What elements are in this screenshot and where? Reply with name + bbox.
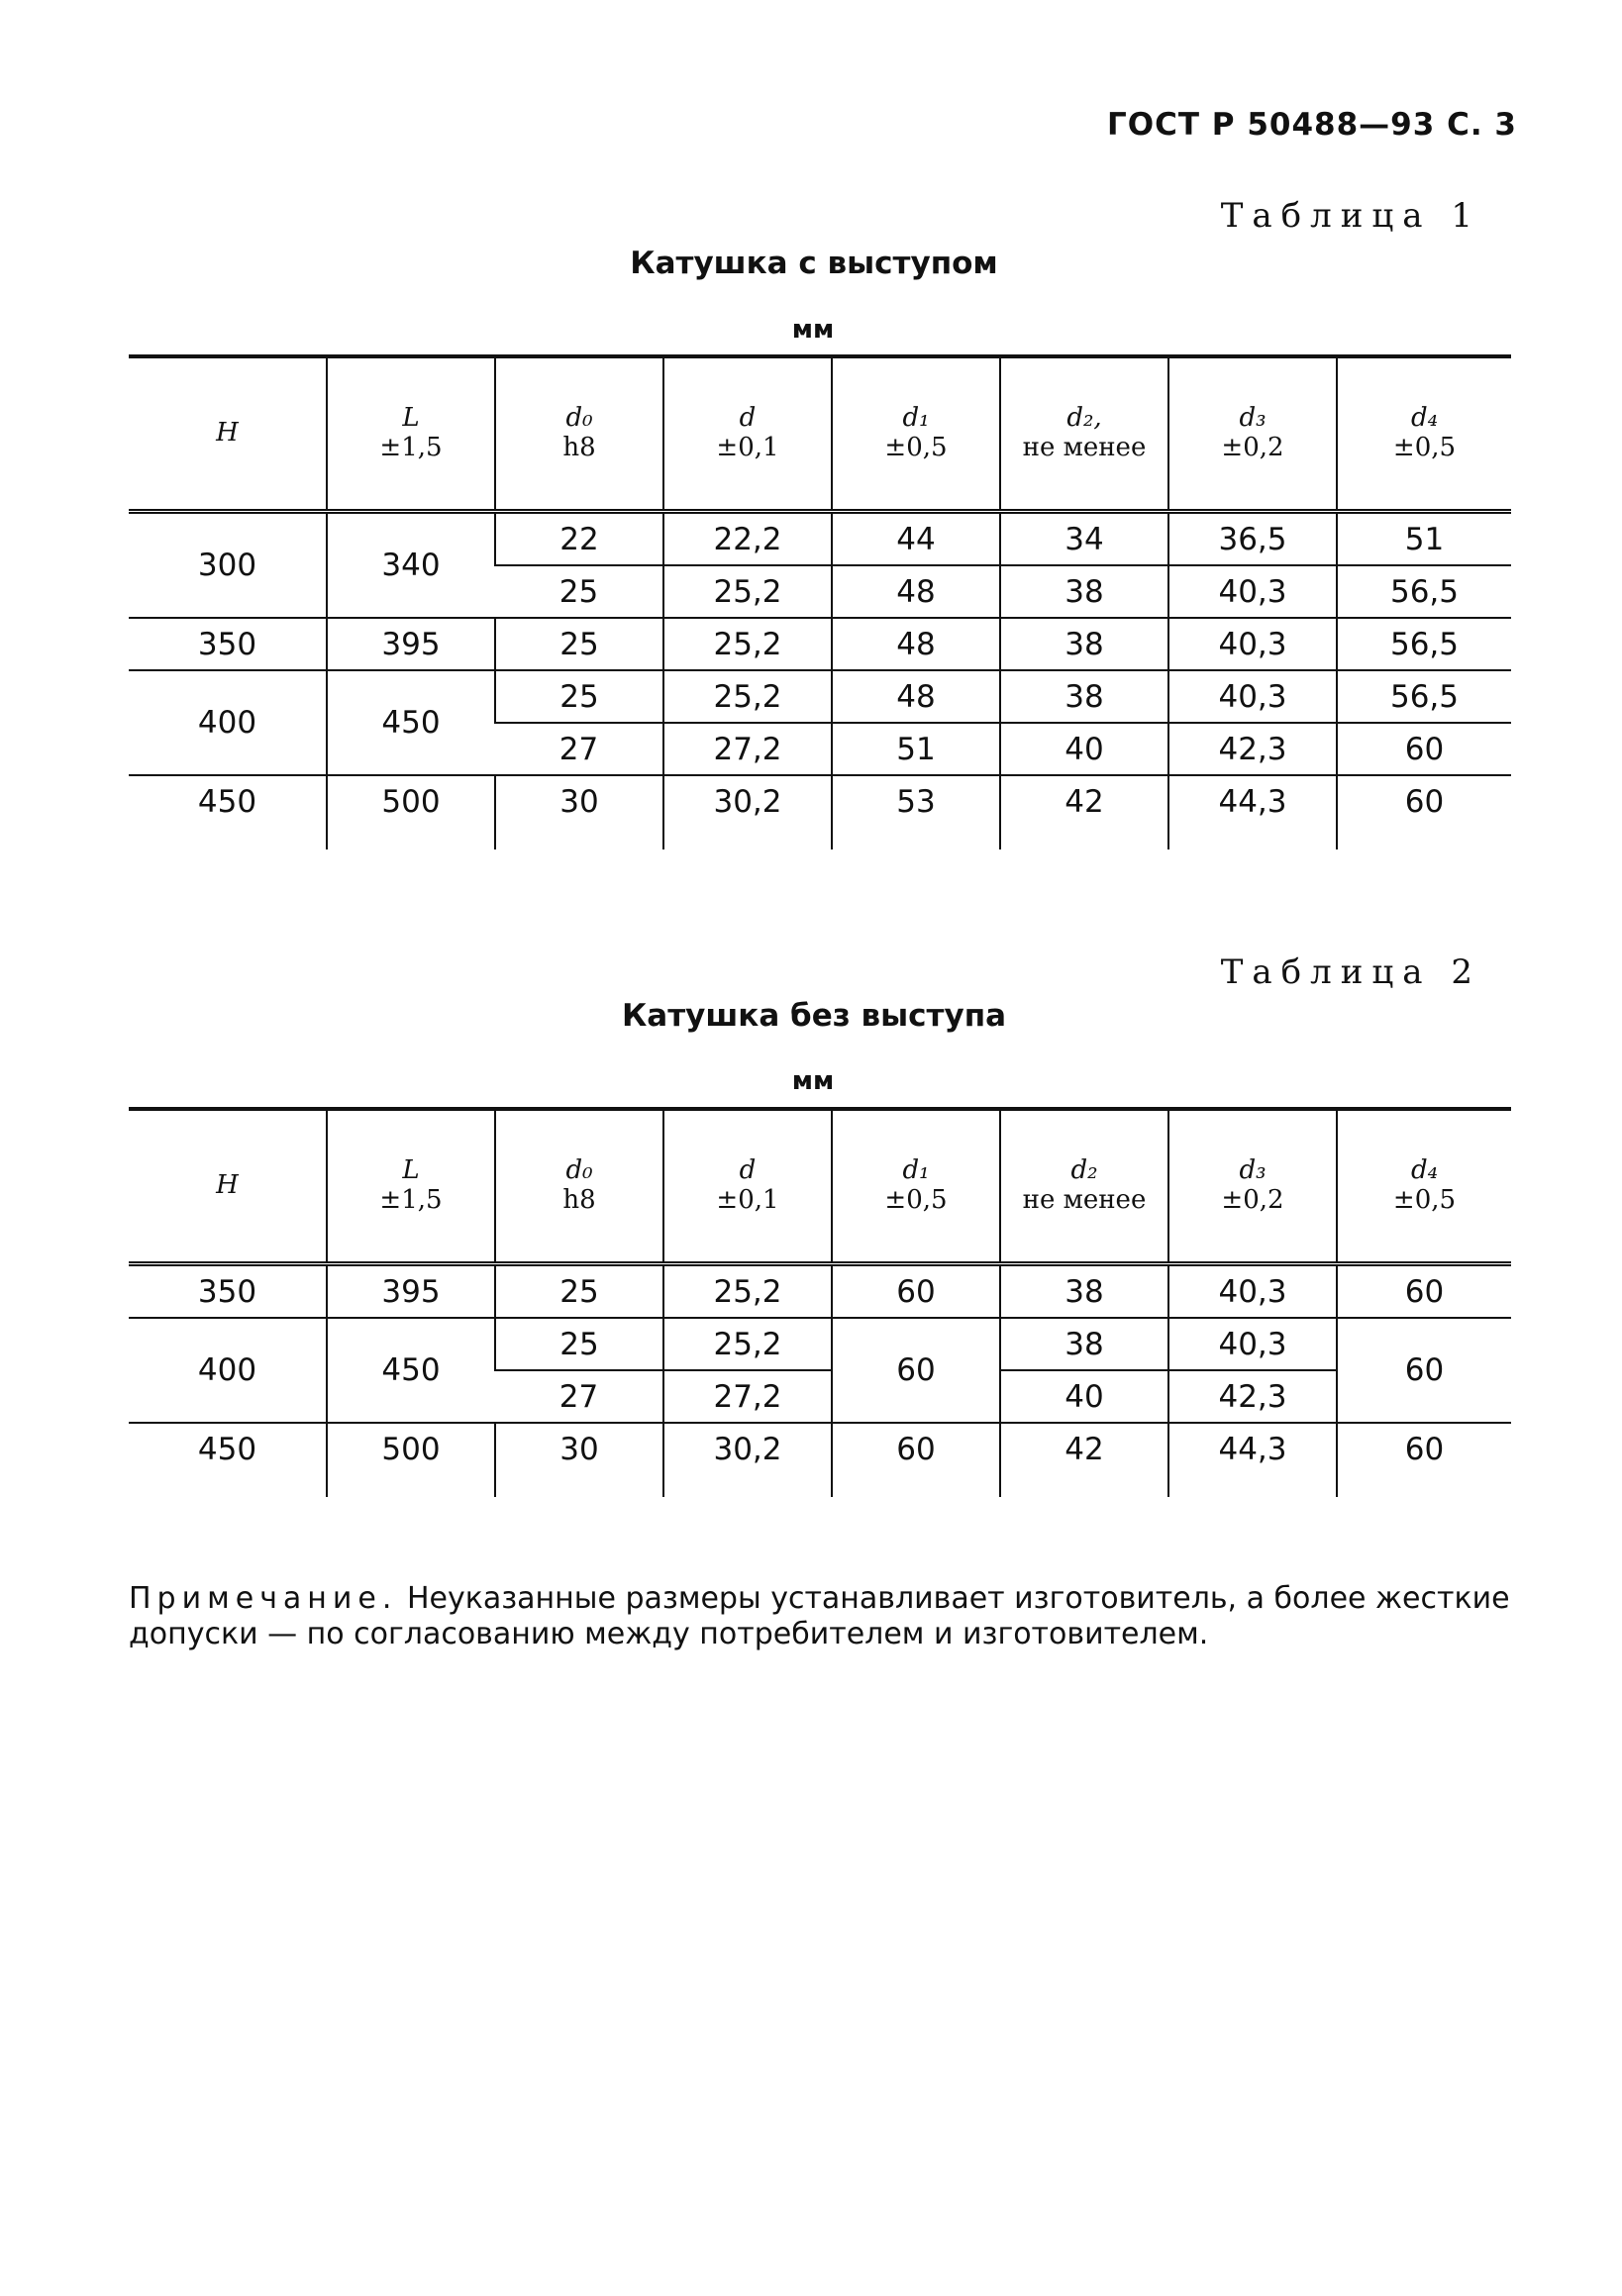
table-cell: 44,3 bbox=[1168, 775, 1337, 849]
table1-label: Таблица 1 bbox=[1220, 196, 1481, 236]
table2-col-l: L ±1,5 bbox=[327, 1109, 495, 1264]
table-cell: 350 bbox=[129, 1264, 327, 1319]
table-cell: 500 bbox=[327, 775, 495, 849]
table2-col-d1: d₁ ±0,5 bbox=[832, 1109, 1000, 1264]
table-cell: 44 bbox=[832, 512, 1000, 566]
table-cell: 56,5 bbox=[1337, 618, 1511, 670]
table-cell: 40,3 bbox=[1168, 618, 1337, 670]
table-cell: 25 bbox=[495, 670, 663, 723]
table-cell: 25 bbox=[495, 618, 663, 670]
table-cell: 400 bbox=[129, 670, 327, 775]
table1-col-d: d ±0,1 bbox=[663, 356, 832, 512]
table1-col-d2: d₂, не менее bbox=[1000, 356, 1168, 512]
table2-header-row bbox=[129, 1109, 1511, 1264]
table-cell: 38 bbox=[1000, 618, 1168, 670]
table-row bbox=[129, 1423, 1511, 1497]
table2-col-d2: d₂ не менее bbox=[1000, 1109, 1168, 1264]
table-cell: 60 bbox=[1337, 1318, 1511, 1423]
table1-col-l: L ±1,5 bbox=[327, 356, 495, 512]
table-cell: 48 bbox=[832, 618, 1000, 670]
table-cell: 51 bbox=[832, 723, 1000, 775]
table2-unit: мм bbox=[791, 1066, 835, 1096]
table-cell: 51 bbox=[1337, 512, 1511, 566]
table1-col-h: H bbox=[216, 418, 239, 449]
table-cell: 25,2 bbox=[663, 670, 832, 723]
table-cell: 60 bbox=[832, 1318, 1000, 1423]
table-cell: 25 bbox=[495, 1318, 663, 1370]
table-row bbox=[129, 1318, 1511, 1370]
table2-col-d: d ±0,1 bbox=[663, 1109, 832, 1264]
table2-col-d3: d₃ ±0,2 bbox=[1168, 1109, 1337, 1264]
table-cell: 350 bbox=[129, 618, 327, 670]
table-cell: 40,3 bbox=[1168, 1264, 1337, 1319]
table-cell: 34 bbox=[1000, 512, 1168, 566]
table-cell: 27 bbox=[495, 723, 663, 775]
table-cell: 22,2 bbox=[663, 512, 832, 566]
table-cell: 30,2 bbox=[663, 775, 832, 849]
table-cell: 48 bbox=[832, 565, 1000, 618]
table1-col-d3: d₃ ±0,2 bbox=[1168, 356, 1337, 512]
table2 bbox=[129, 1107, 1511, 1497]
table-cell: 56,5 bbox=[1337, 565, 1511, 618]
table-cell: 30,2 bbox=[663, 1423, 832, 1497]
table-cell: 395 bbox=[327, 1264, 495, 1319]
table-cell: 53 bbox=[832, 775, 1000, 849]
table-cell: 22 bbox=[495, 512, 663, 566]
table-cell: 25 bbox=[495, 565, 663, 618]
table-cell: 27,2 bbox=[663, 723, 832, 775]
table2-col-d4: d₄ ±0,5 bbox=[1337, 1109, 1511, 1264]
table-cell: 27,2 bbox=[663, 1370, 832, 1423]
table-row bbox=[129, 1264, 1511, 1319]
table-cell: 44,3 bbox=[1168, 1423, 1337, 1497]
table-cell: 40,3 bbox=[1168, 670, 1337, 723]
table-cell: 25,2 bbox=[663, 565, 832, 618]
table-cell: 40,3 bbox=[1168, 565, 1337, 618]
table-cell: 300 bbox=[129, 512, 327, 619]
table1-col-d4: d₄ ±0,5 bbox=[1337, 356, 1511, 512]
table-cell: 25 bbox=[495, 1264, 663, 1319]
table-cell: 42 bbox=[1000, 1423, 1168, 1497]
table-cell: 450 bbox=[197, 784, 257, 820]
table2-title: Катушка без выступа bbox=[621, 998, 1007, 1034]
table-cell: 60 bbox=[832, 1264, 1000, 1319]
table-cell: 450 bbox=[327, 670, 495, 775]
table2-col-h: H bbox=[216, 1170, 239, 1201]
table-row bbox=[129, 775, 1511, 849]
table1-col-d1: d₁ ±0,5 bbox=[832, 356, 1000, 512]
table1 bbox=[129, 354, 1511, 849]
table-cell: 42,3 bbox=[1168, 1370, 1337, 1423]
table-cell: 38 bbox=[1000, 1318, 1168, 1370]
table-cell: 400 bbox=[129, 1318, 327, 1423]
table-cell: 60 bbox=[1337, 775, 1511, 849]
table1-col-d0: d₀ h8 bbox=[495, 356, 663, 512]
table-cell: 60 bbox=[1337, 723, 1511, 775]
table-cell: 40 bbox=[1000, 723, 1168, 775]
table-cell: 40,3 bbox=[1168, 1318, 1337, 1370]
table-row bbox=[129, 618, 1511, 670]
note-lead: Примечание. bbox=[129, 1581, 398, 1616]
table-cell: 56,5 bbox=[1337, 670, 1511, 723]
table1-unit: мм bbox=[791, 315, 835, 345]
note bbox=[129, 1581, 1515, 1652]
table1-title: Катушка с выступом bbox=[630, 246, 998, 281]
table-cell: 42 bbox=[1000, 775, 1168, 849]
table-row bbox=[129, 512, 1511, 566]
table-cell: 25,2 bbox=[663, 618, 832, 670]
page-header: ГОСТ Р 50488—93 С. 3 bbox=[1107, 107, 1517, 143]
table-cell: 38 bbox=[1000, 1264, 1168, 1319]
table-cell: 25,2 bbox=[663, 1318, 832, 1370]
table-cell: 30 bbox=[495, 775, 663, 849]
table-cell: 450 bbox=[197, 1432, 257, 1467]
table-cell: 395 bbox=[327, 618, 495, 670]
table-cell: 42,3 bbox=[1168, 723, 1337, 775]
table1-header-row bbox=[129, 356, 1511, 512]
note-text: Неуказанные размеры устанавливает изготовитель, а более жесткие допуски — по согласованию между потребителем и изготовителем. bbox=[129, 1581, 1510, 1651]
table-cell: 60 bbox=[1337, 1264, 1511, 1319]
table-cell: 25,2 bbox=[663, 1264, 832, 1319]
table-row bbox=[129, 670, 1511, 723]
table-cell: 60 bbox=[832, 1423, 1000, 1497]
table-cell: 38 bbox=[1000, 565, 1168, 618]
table-cell: 36,5 bbox=[1168, 512, 1337, 566]
table-cell: 500 bbox=[327, 1423, 495, 1497]
table-cell: 38 bbox=[1000, 670, 1168, 723]
table-cell: 340 bbox=[327, 512, 495, 619]
table2-col-d0: d₀ h8 bbox=[495, 1109, 663, 1264]
table-cell: 60 bbox=[1337, 1423, 1511, 1497]
table-cell: 48 bbox=[832, 670, 1000, 723]
table-cell: 40 bbox=[1000, 1370, 1168, 1423]
table-cell: 450 bbox=[327, 1318, 495, 1423]
table-cell: 30 bbox=[495, 1423, 663, 1497]
table2-label: Таблица 2 bbox=[1220, 952, 1481, 992]
table-cell: 27 bbox=[495, 1370, 663, 1423]
